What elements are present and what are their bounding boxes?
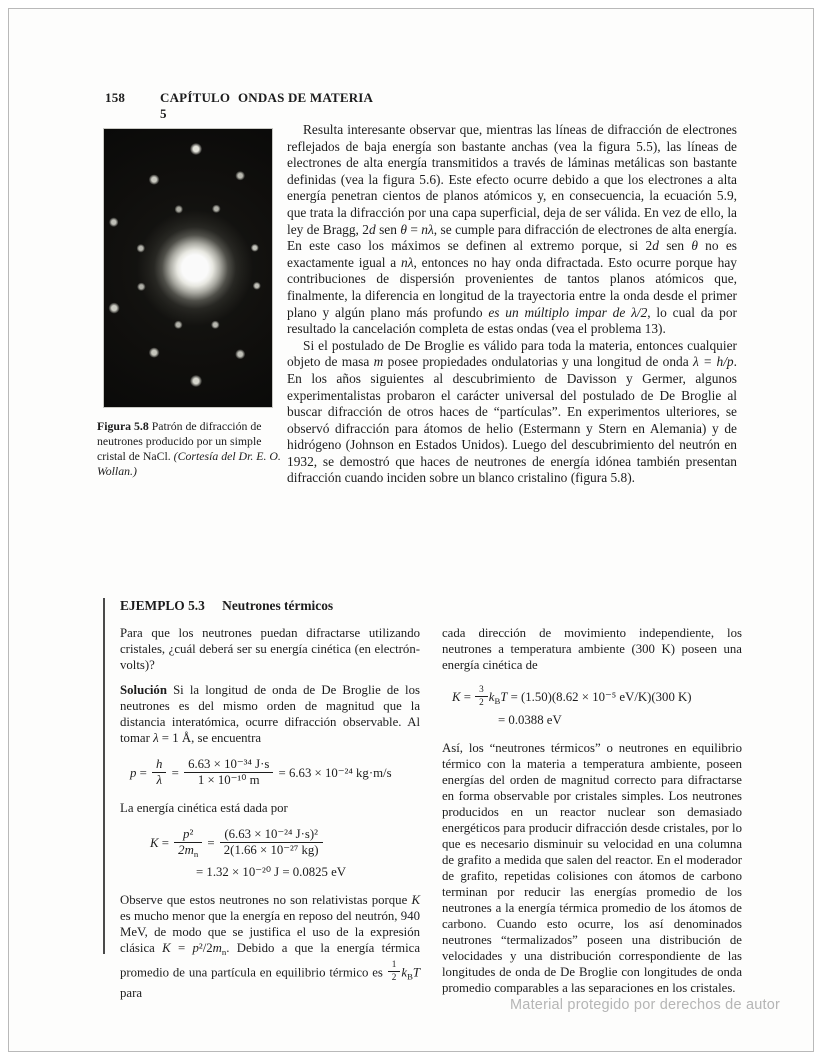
diffraction-spot (211, 321, 219, 329)
diffraction-spot (174, 321, 182, 329)
example-title: Neutrones térmicos (222, 598, 334, 613)
thermal-intro: cada dirección de movimiento independiente, los neutrones a temperatura ambiente (300 K) poseen una energía cinética de (442, 626, 742, 672)
chapter-title: ONDAS DE MATERIA (238, 90, 374, 105)
diffraction-spot (212, 204, 220, 212)
example-box (120, 598, 742, 1010)
thermal-energy-equation (442, 685, 742, 728)
diffraction-spot (190, 375, 202, 387)
question-paragraph: Para que los neutrones puedan difractarse utilizando cristales, ¿cuál deberá ser su energía cinética (en electrón-volts)? (120, 626, 420, 672)
main-text-column (287, 122, 737, 487)
solution-paragraph: Solución Si la longitud de onda de De Broglie de los neutrones es del mismo orden de magnitud que la distancia interatómica, ocurre difracción observable. Al tomar λ = 1 Å, se encuentra (120, 683, 420, 745)
kinetic-intro: La energía cinética está dada por (120, 800, 288, 815)
figure-caption: Figura 5.8 Patrón de difracción de neutrones producido por un simple cristal de NaCl. (Cortesía del Dr. E. O. Wollan.) (97, 419, 281, 478)
diffraction-center-spot (135, 208, 255, 328)
kinetic-equation-line-2: = 1.32 × 10⁻²⁰ J = 0.0825 eV (196, 865, 347, 880)
diffraction-spot (148, 174, 159, 185)
thermal-equation-line-2: = 0.0388 eV (498, 713, 562, 728)
example-right-column (442, 625, 742, 1010)
example-left-column (120, 625, 420, 1010)
thermal-equation-line-1: K = $\frac{3}{2}$ $k_BT = (1.50)(8.62 \times 10^{-5}$ eV/K)(300 K) (452, 684, 692, 707)
kinetic-energy-equation (120, 828, 420, 880)
diffraction-spot (235, 171, 245, 181)
diffraction-spot (190, 143, 202, 155)
example-heading (120, 598, 742, 614)
body-paragraph-2: Si el postulado de De Broglie es válido para toda la materia, entonces cualquier objeto de masa m posee propiedades ondulatorias y una longitud de onda λ = h/p. En los años siguientes al descubrimiento de Davisson y Germer, algunos experimentalistas probaron el carácter universal del postulado de De Broglie al buscar difracción de otros haces de “partículas”. En experimentos ulteriores, se observó difracción para átomos de helio (Estermann y Stern en Alemania) y de hidrógeno (Johnson en Estados Unidos). Luego del descubrimiento del neutrón en 1932, se demostró que haces de neutrones de energía idónea también presentan difracción cuando inciden sobre un blanco cristalino (figura 5.8). (287, 337, 737, 486)
figure-5-8 (97, 128, 281, 479)
diffraction-spot (235, 350, 245, 360)
example-label: EJEMPLO 5.3 (120, 598, 205, 613)
neutron-diffraction-image (103, 128, 273, 408)
diffraction-spot (148, 347, 159, 358)
copyright-notice: Material protegido por derechos de autor (510, 997, 780, 1013)
chapter-label: CAPÍTULO 5 (160, 90, 231, 121)
diffraction-spot (109, 302, 120, 313)
closing-paragraph: Así, los “neutrones térmicos” o neutrones en equilibrio térmico con la materia a temperatura ambiente, poseen energías del orden de magnitud correcto para difractarse en forma observable por cristales simples. Los neutrones producidos en un reactor nuclear son demasiado energéticos para producir difracción desde cristales, por lo que es necesario disminuir su velocidad en una columna de grafito a medida que salen del reactor. En el moderador de grafito, repetidas colisiones con átomos de carbono terminan por reducir las energías promedio de los neutrones a la energía térmica promedio de los átomos de carbono. Cuando esto ocurre, los así denominados neutrones “termalizados” poseen una distribución de velocidades y una distribución correspondiente de las longitudes de onda de De Broglie con longitudes de onda promedio comparables a las separaciones en los cristales. (442, 741, 742, 996)
diffraction-spot (253, 282, 261, 290)
note-paragraph: Observe que estos neutrones no son relativistas porque K es mucho menor que la energía en reposo del neutrón, 940 MeV, de modo que se justifica el uso de la expresión clásica $K = p^2/2m_n$. Debido a que la energía térmica promedio de una partícula en equilibrio térmico es $\frac{1}{2}$ $k_BT$ para (120, 893, 421, 1000)
momentum-equation: p = $\frac{h}{\lambda}$ = $\frac{\text{6.63 × 10⁻³⁴ J·s}}{\text{1 × 10⁻¹⁰ m}}$ = 6.63 × 10⁻²⁴ kg·m/s (130, 757, 392, 788)
example-left-rule (103, 598, 105, 954)
kinetic-equation-line-1: K = $\frac{\text{p²}}{2m_n}$ = $\frac{\text{(6.63 × 10⁻²⁴ J·s)²}}{\text{2(1.66 × 10⁻²⁷ kg)}}$ (150, 836, 325, 850)
diffraction-spot (109, 217, 119, 227)
body-paragraph-1: Resulta interesante observar que, mientras las líneas de difracción de electrones reflejados de baja energía son bastante anchas (vea la figura 5.5), las líneas de electrones de alta energía transmitidos a través de láminas metálicas son bastante definidas (vea la figura 5.6). Este efecto ocurre debido a que los electrones a alta energía penetran cientos de planos atómicos y, en consecuencia, la ecuación 5.9, que trata la difracción por una capa superficial, deja de ser válida. En vez de ello, la ley de Bragg, 2d sen θ = nλ, se cumple para difracción de electrones de alta energía. En este caso los máximos se definen al extremo porque, si 2d sen θ no es exactamente igual a nλ, entonces no hay onda difractada. Esto ocurre porque hay contribuciones de dispersión provenientes de tantos planos atómicos que, finalmente, la diferencia en longitud de la trayectoria entre la onda desde el primer plano y algún plano más profundo es un múltiplo impar de λ/2, lo cual da por resultado la cancelación completa de estas ondas (vea el problema 13). (287, 122, 738, 337)
page-number: 158 (105, 90, 126, 105)
page-header (105, 90, 373, 122)
diffraction-spot (251, 244, 259, 252)
